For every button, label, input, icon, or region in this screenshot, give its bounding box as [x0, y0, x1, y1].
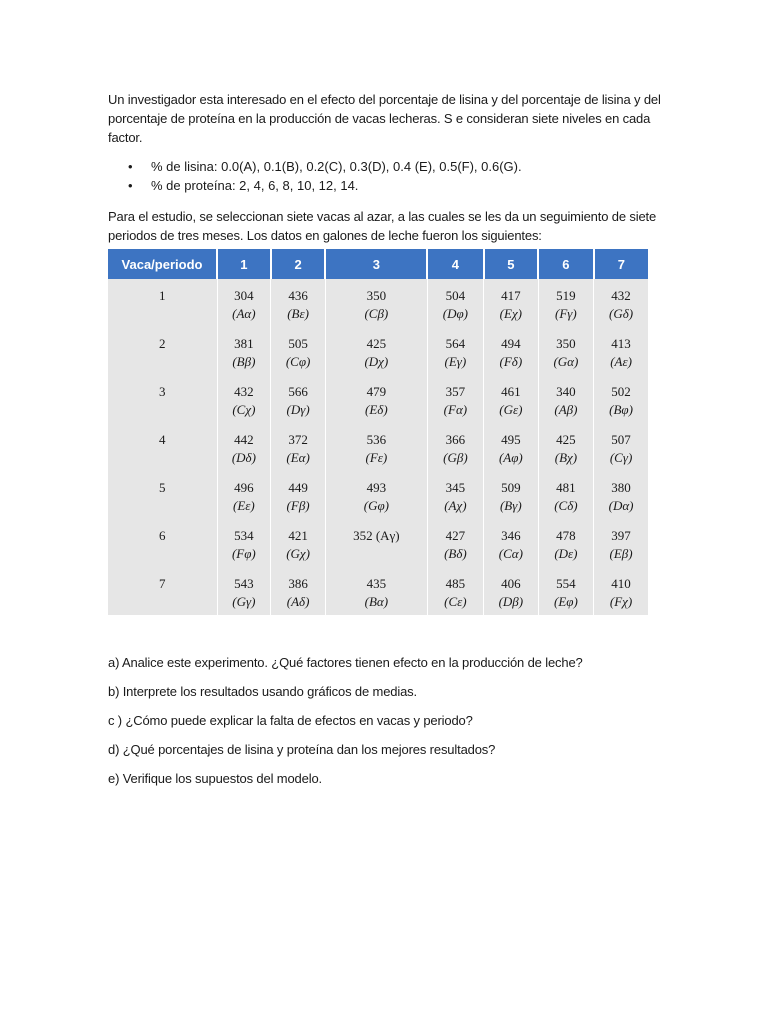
table-row	[108, 327, 648, 375]
table-row	[108, 471, 648, 519]
table-cell	[271, 423, 326, 471]
milk-value: 504	[445, 288, 466, 303]
table-cell	[594, 375, 648, 423]
treatment-symbol: (Eφ)	[554, 594, 578, 609]
cow-label: 1	[108, 279, 217, 327]
treatment-symbol: (Aφ)	[498, 450, 523, 465]
table-cell	[484, 423, 539, 471]
bullet-icon: •	[128, 178, 133, 193]
table-cell	[271, 375, 326, 423]
treatment-symbol: (Dχ)	[364, 354, 389, 369]
intro-paragraph: Un investigador esta interesado en el efecto del porcentaje de lisina y del porcentaje de lisina y del porcentaje de proteína en la producción de vacas lecheras. S e consideran siete niveles en cada factor.	[108, 92, 661, 145]
table-cell	[594, 567, 648, 615]
table-cell	[271, 279, 326, 327]
list-item-protein	[108, 176, 664, 195]
table-cell	[538, 471, 593, 519]
table-cell	[594, 471, 648, 519]
milk-value: 381	[234, 336, 254, 351]
milk-value: 442	[234, 432, 254, 447]
table-row	[108, 519, 648, 567]
table-cell	[484, 279, 539, 327]
milk-value: 410	[611, 576, 631, 591]
table-cell	[427, 279, 483, 327]
treatment-symbol: (Bδ)	[444, 546, 467, 561]
treatment-symbol: (Aε)	[610, 354, 632, 369]
milk-value: 566	[288, 384, 308, 399]
treatment-symbol: (Eχ)	[499, 306, 522, 321]
milk-value: 493	[366, 480, 387, 495]
cow-label: 7	[108, 567, 217, 615]
milk-value: 494	[501, 336, 521, 351]
milk-value: 357	[445, 384, 466, 399]
table-cell	[217, 279, 271, 327]
milk-value: 372	[288, 432, 308, 447]
table-cell	[271, 567, 326, 615]
milk-value: 397	[611, 528, 631, 543]
treatment-symbol: (Eγ)	[444, 354, 467, 369]
treatment-symbol: (Aδ)	[286, 594, 310, 609]
period-header: 5	[484, 249, 539, 279]
table-cell	[538, 567, 593, 615]
table-cell	[217, 567, 271, 615]
milk-value: 502	[611, 384, 631, 399]
table-cell	[325, 423, 427, 471]
treatment-symbol: (Fα)	[443, 402, 468, 417]
milk-value: 543	[234, 576, 254, 591]
table-cell	[217, 519, 271, 567]
milk-value: 461	[501, 384, 521, 399]
question-d: d) ¿Qué porcentajes de lisina y proteína dan los mejores resultados?	[108, 742, 496, 757]
milk-value: 366	[445, 432, 466, 447]
treatment-symbol: (Dε)	[554, 546, 578, 561]
table-cell	[594, 423, 648, 471]
cow-label: 2	[108, 327, 217, 375]
treatment-symbol: (Gχ)	[286, 546, 310, 561]
milk-value: 485	[445, 576, 466, 591]
table-cell	[325, 519, 427, 567]
table-cell	[325, 471, 427, 519]
treatment-symbol: (Bγ)	[499, 498, 522, 513]
table-cell	[484, 519, 539, 567]
list-item-lysine	[108, 157, 664, 176]
treatment-symbol: (Eβ)	[609, 546, 633, 561]
period-header: 7	[594, 249, 648, 279]
treatment-symbol: (Bα)	[364, 594, 389, 609]
milk-value: 352 (Aγ)	[353, 528, 400, 543]
table-cell	[325, 567, 427, 615]
table-body	[108, 279, 648, 615]
milk-value: 413	[611, 336, 631, 351]
table-cell	[538, 279, 593, 327]
period-header: 3	[325, 249, 427, 279]
treatment-symbol: (Gφ)	[363, 498, 389, 513]
table-cell	[538, 519, 593, 567]
treatment-symbol: (Cδ)	[554, 498, 578, 513]
factor-list	[108, 157, 664, 195]
period-header: 2	[271, 249, 326, 279]
milk-value: 496	[234, 480, 254, 495]
table-cell	[427, 567, 483, 615]
milk-value: 432	[611, 288, 631, 303]
questions-list	[108, 653, 664, 788]
treatment-symbol: (Bχ)	[554, 450, 578, 465]
treatment-symbol: (Gε)	[499, 402, 523, 417]
milk-value: 536	[366, 432, 387, 447]
milk-value: 432	[234, 384, 254, 399]
milk-value: 534	[234, 528, 254, 543]
table-cell	[217, 423, 271, 471]
table-cell	[325, 279, 427, 327]
period-header: 6	[538, 249, 593, 279]
treatment-symbol: (Dβ)	[498, 594, 524, 609]
table-cell	[594, 519, 648, 567]
bullet-icon: •	[128, 159, 133, 174]
table-cell	[594, 279, 648, 327]
treatment-symbol: (Gδ)	[609, 306, 634, 321]
treatment-symbol: (Dδ)	[231, 450, 256, 465]
treatment-symbol: (Fχ)	[609, 594, 633, 609]
treatment-symbol: (Aβ)	[554, 402, 578, 417]
question-a: a) Analice este experimento. ¿Qué factores tienen efecto en la producción de leche?	[108, 655, 583, 670]
milk-value: 505	[288, 336, 308, 351]
treatment-symbol: (Eε)	[233, 498, 255, 513]
table-cell	[538, 327, 593, 375]
question-e: e) Verifique los supuestos del modelo.	[108, 771, 322, 786]
treatment-symbol: (Fδ)	[499, 354, 523, 369]
milk-value: 346	[501, 528, 521, 543]
cow-label: 6	[108, 519, 217, 567]
list-item-text: % de proteína: 2, 4, 6, 8, 10, 12, 14.	[151, 178, 359, 193]
milk-value: 350	[556, 336, 576, 351]
table-cell	[484, 567, 539, 615]
table-cell	[427, 519, 483, 567]
treatment-symbol: (Cχ)	[232, 402, 256, 417]
milk-value: 406	[501, 576, 521, 591]
treatment-symbol: (Fφ)	[231, 546, 256, 561]
milk-value: 507	[611, 432, 631, 447]
table-cell	[271, 519, 326, 567]
milk-value: 304	[234, 288, 254, 303]
milk-value: 436	[288, 288, 308, 303]
treatment-symbol: (Dγ)	[286, 402, 310, 417]
milk-value: 481	[556, 480, 576, 495]
milk-data-table	[108, 249, 648, 615]
table-cell	[427, 423, 483, 471]
milk-value: 554	[556, 576, 576, 591]
treatment-symbol: (Eα)	[286, 450, 310, 465]
treatment-symbol: (Dα)	[608, 498, 634, 513]
milk-value: 425	[366, 336, 387, 351]
table-cell	[427, 327, 483, 375]
table-cell	[484, 375, 539, 423]
treatment-symbol: (Cε)	[444, 594, 467, 609]
milk-value: 519	[556, 288, 576, 303]
treatment-symbol: (Aχ)	[444, 498, 467, 513]
treatment-symbol: (Bβ)	[232, 354, 256, 369]
milk-value: 386	[288, 576, 308, 591]
table-cell	[271, 471, 326, 519]
milk-value: 345	[445, 480, 466, 495]
treatment-symbol: (Gγ)	[232, 594, 256, 609]
table-cell	[325, 327, 427, 375]
cow-label: 5	[108, 471, 217, 519]
question-c: c ) ¿Cómo puede explicar la falta de efectos en vacas y periodo?	[108, 713, 473, 728]
milk-value: 449	[288, 480, 308, 495]
treatment-symbol: (Fβ)	[286, 498, 310, 513]
study-paragraph: Para el estudio, se seleccionan siete vacas al azar, a las cuales se les da un seguimiento de siete periodos de tres meses. Los datos en galones de leche fueron los siguientes:	[108, 209, 657, 243]
treatment-symbol: (Gβ)	[443, 450, 468, 465]
table-row	[108, 375, 648, 423]
table-row	[108, 423, 648, 471]
milk-value: 340	[556, 384, 576, 399]
milk-value: 425	[556, 432, 576, 447]
milk-value: 479	[366, 384, 387, 399]
treatment-symbol: (Fε)	[365, 450, 388, 465]
table-cell	[484, 327, 539, 375]
treatment-symbol: (Cφ)	[285, 354, 311, 369]
treatment-symbol: (Cα)	[498, 546, 523, 561]
milk-value: 478	[556, 528, 576, 543]
treatment-symbol: (Gα)	[553, 354, 579, 369]
milk-value: 495	[501, 432, 521, 447]
table-cell	[217, 471, 271, 519]
table-cell	[427, 471, 483, 519]
table-cell	[427, 375, 483, 423]
table-cell	[217, 327, 271, 375]
corner-header: Vaca/periodo	[108, 249, 217, 279]
milk-value: 427	[445, 528, 466, 543]
treatment-symbol: (Aα)	[232, 306, 256, 321]
table-cell	[484, 471, 539, 519]
list-item-text: % de lisina: 0.0(A), 0.1(B), 0.2(C), 0.3(D), 0.4 (E), 0.5(F), 0.6(G).	[151, 159, 522, 174]
table-cell	[325, 375, 427, 423]
question-b: b) Interprete los resultados usando gráficos de medias.	[108, 684, 417, 699]
treatment-symbol: (Eδ)	[365, 402, 388, 417]
period-header: 1	[217, 249, 271, 279]
milk-value: 421	[288, 528, 308, 543]
milk-value: 509	[501, 480, 521, 495]
milk-value: 435	[366, 576, 387, 591]
treatment-symbol: (Fγ)	[555, 306, 577, 321]
table-cell	[538, 423, 593, 471]
table-header-row	[108, 249, 648, 279]
cow-label: 3	[108, 375, 217, 423]
treatment-symbol: (Dφ)	[442, 306, 469, 321]
treatment-symbol: (Bφ)	[609, 402, 633, 417]
table-cell	[271, 327, 326, 375]
document-page	[108, 88, 664, 798]
milk-value: 564	[445, 336, 466, 351]
treatment-symbol: (Cγ)	[609, 450, 633, 465]
treatment-symbol: (Bε)	[287, 306, 309, 321]
period-header: 4	[427, 249, 483, 279]
cow-label: 4	[108, 423, 217, 471]
table-cell	[538, 375, 593, 423]
milk-value: 417	[501, 288, 521, 303]
table-cell	[594, 327, 648, 375]
milk-value: 380	[611, 480, 631, 495]
table-row	[108, 567, 648, 615]
milk-value: 350	[366, 288, 387, 303]
treatment-symbol: (Cβ)	[364, 306, 389, 321]
table-row	[108, 279, 648, 327]
table-cell	[217, 375, 271, 423]
